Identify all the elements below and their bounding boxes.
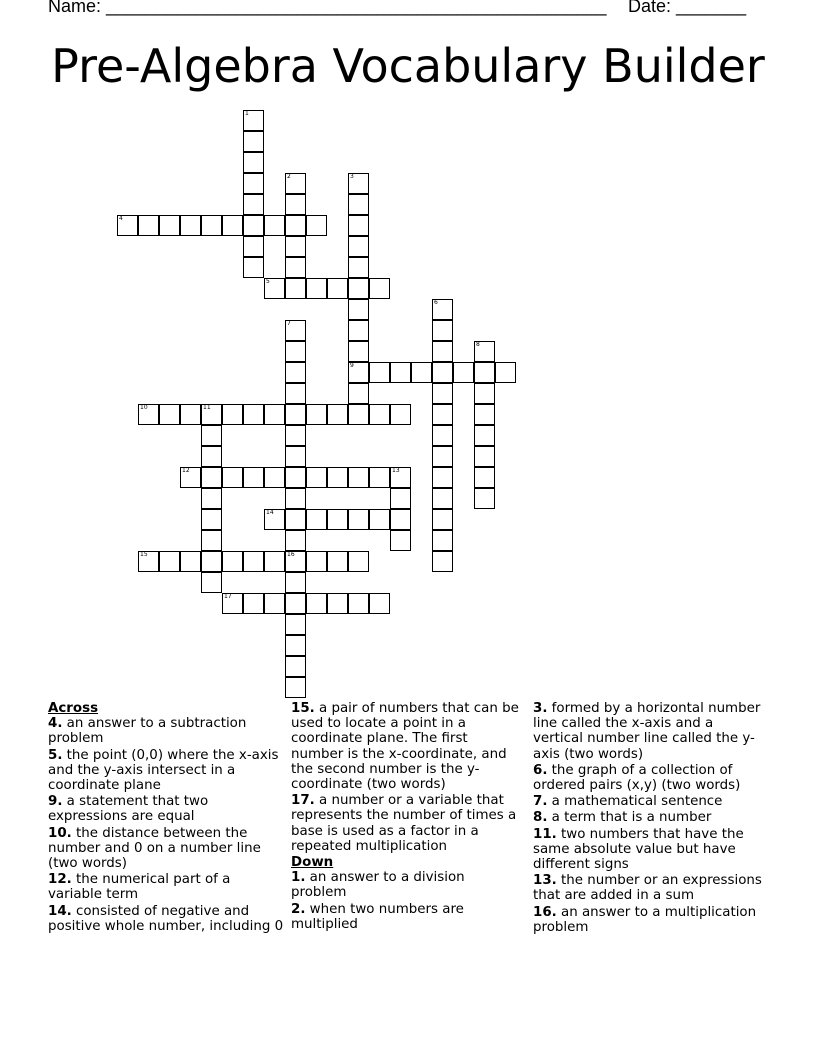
crossword-cell[interactable] — [243, 194, 264, 215]
crossword-cell[interactable] — [243, 152, 264, 173]
cell-number: 13 — [392, 467, 400, 474]
crossword-cell[interactable] — [369, 509, 390, 530]
crossword-cell[interactable] — [432, 467, 453, 488]
clue-across-9: 9. a statement that two expressions are equal — [48, 794, 209, 825]
crossword-cell[interactable] — [159, 551, 180, 572]
crossword-cell[interactable] — [222, 404, 243, 425]
crossword-cell[interactable] — [285, 173, 306, 194]
crossword-cell[interactable] — [285, 362, 306, 383]
crossword-cell[interactable] — [243, 173, 264, 194]
crossword-cell[interactable] — [432, 362, 453, 383]
crossword-cell[interactable] — [285, 341, 306, 362]
crossword-cell[interactable] — [285, 383, 306, 404]
crossword-cell[interactable] — [348, 593, 369, 614]
crossword-cell[interactable] — [327, 551, 348, 572]
crossword-cell[interactable] — [201, 404, 222, 425]
crossword-cell[interactable] — [411, 362, 432, 383]
crossword-cell[interactable] — [348, 404, 369, 425]
crossword-cell[interactable] — [327, 593, 348, 614]
crossword-cell[interactable] — [180, 467, 201, 488]
crossword-cell[interactable] — [201, 215, 222, 236]
crossword-cell[interactable] — [432, 341, 453, 362]
crossword-cell[interactable] — [243, 404, 264, 425]
cell-number: 8 — [476, 341, 480, 348]
clues-column-3 — [533, 701, 765, 936]
crossword-cell[interactable] — [432, 488, 453, 509]
clue-across-14: 14. consisted of negative and positive whole number, including 0 — [48, 903, 284, 934]
crossword-cell[interactable] — [432, 404, 453, 425]
clue-down-7: 7. a mathematical sentence — [533, 794, 723, 810]
crossword-cell[interactable] — [243, 257, 264, 278]
cell-number: 11 — [203, 404, 211, 411]
crossword-cell[interactable] — [348, 383, 369, 404]
crossword-cell[interactable] — [243, 131, 264, 152]
across-heading: Across — [48, 701, 99, 716]
crossword-cell[interactable] — [264, 509, 285, 530]
cell-number: 15 — [140, 551, 148, 558]
crossword-cell[interactable] — [285, 215, 306, 236]
clue-across-12: 12. the numerical part of a variable term — [48, 872, 231, 903]
crossword-cell[interactable] — [306, 215, 327, 236]
crossword-cell[interactable] — [348, 215, 369, 236]
crossword-cell[interactable] — [138, 404, 159, 425]
crossword-cell[interactable] — [285, 593, 306, 614]
crossword-cell[interactable] — [180, 551, 201, 572]
cell-number: 1 — [245, 110, 249, 117]
cell-number: 14 — [266, 509, 274, 516]
crossword-cell[interactable] — [306, 404, 327, 425]
cell-number: 6 — [434, 299, 438, 306]
crossword-cell[interactable] — [264, 215, 285, 236]
crossword-cell[interactable] — [474, 425, 495, 446]
crossword-cell[interactable] — [180, 215, 201, 236]
crossword-cell[interactable] — [348, 341, 369, 362]
crossword-cell[interactable] — [327, 467, 348, 488]
clue-down-2: 2. when two numbers are multiplied — [291, 901, 464, 932]
crossword-cell[interactable] — [285, 467, 306, 488]
crossword-cell[interactable] — [285, 572, 306, 593]
crossword-cell[interactable] — [222, 467, 243, 488]
crossword-cell[interactable] — [474, 362, 495, 383]
cell-number: 10 — [140, 404, 148, 411]
crossword-cell[interactable] — [285, 635, 306, 656]
crossword-cell[interactable] — [348, 509, 369, 530]
crossword-cell[interactable] — [369, 278, 390, 299]
crossword-cell[interactable] — [285, 236, 306, 257]
crossword-cell[interactable] — [474, 383, 495, 404]
clue-across-10: 10. the distance between the number and 0 on a number line (two words) — [48, 825, 261, 872]
crossword-cell[interactable] — [285, 425, 306, 446]
cell-number: 12 — [182, 467, 190, 474]
cell-number: 9 — [350, 362, 354, 369]
crossword-cell[interactable] — [117, 215, 138, 236]
date-label: Date: _______ — [628, 0, 747, 16]
crossword-cell[interactable] — [285, 446, 306, 467]
crossword-cell[interactable] — [285, 530, 306, 551]
crossword-cell[interactable] — [201, 551, 222, 572]
crossword-cell[interactable] — [285, 194, 306, 215]
crossword-cell[interactable] — [243, 110, 264, 131]
crossword-cell[interactable] — [390, 467, 411, 488]
clue-down-1: 1. an answer to a division problem — [291, 870, 465, 901]
crossword-cell[interactable] — [369, 362, 390, 383]
clue-down-3: 3. formed by a horizontal number line called the x-axis and a vertical number line called the y-axis (two words) — [533, 701, 761, 762]
crossword-cell[interactable] — [390, 362, 411, 383]
crossword-cell[interactable] — [390, 530, 411, 551]
clue-across-17: 17. a number or a variable that represents the number of times a base is used as a factor in a repeated multiplication — [291, 793, 517, 854]
crossword-cell[interactable] — [222, 551, 243, 572]
clue-down-6: 6. the graph of a collection of ordered pairs (x,y) (two words) — [533, 762, 741, 794]
crossword-cell[interactable] — [264, 551, 285, 572]
page-title: Pre-Algebra Vocabulary Builder — [51, 39, 765, 93]
crossword-cell[interactable] — [474, 341, 495, 362]
clue-down-11: 11. two numbers that have the same absolute value but have different signs — [533, 826, 744, 873]
crossword-cell[interactable] — [432, 530, 453, 551]
crossword-cell[interactable] — [432, 425, 453, 446]
crossword-cell[interactable] — [432, 446, 453, 467]
crossword-cell[interactable] — [474, 488, 495, 509]
crossword-cell[interactable] — [327, 509, 348, 530]
clues-column-1 — [48, 701, 284, 935]
crossword-cell[interactable] — [348, 173, 369, 194]
crossword-cell[interactable] — [201, 425, 222, 446]
crossword-cell[interactable] — [474, 467, 495, 488]
crossword-cell[interactable] — [453, 362, 474, 383]
crossword-cell[interactable] — [285, 614, 306, 635]
crossword-cell[interactable] — [348, 362, 369, 383]
clue-down-8: 8. a term that is a number — [533, 810, 712, 826]
crossword-cell[interactable] — [243, 593, 264, 614]
crossword-cell[interactable] — [369, 467, 390, 488]
crossword-cell[interactable] — [306, 467, 327, 488]
crossword-cell[interactable] — [201, 446, 222, 467]
crossword-cell[interactable] — [285, 404, 306, 425]
crossword-cell[interactable] — [390, 488, 411, 509]
crossword-cell[interactable] — [306, 509, 327, 530]
crossword-cell[interactable] — [138, 215, 159, 236]
crossword-cell[interactable] — [327, 404, 348, 425]
down-heading: Down — [291, 855, 334, 871]
crossword-cell[interactable] — [348, 320, 369, 341]
cell-number: 7 — [287, 320, 291, 327]
crossword-cell[interactable] — [264, 467, 285, 488]
crossword-cell[interactable] — [285, 320, 306, 341]
clue-down-16: 16. an answer to a multiplication problem — [533, 904, 757, 935]
crossword-cell[interactable] — [348, 299, 369, 320]
crossword-cell[interactable] — [243, 236, 264, 257]
crossword-cell[interactable] — [243, 467, 264, 488]
crossword-cell[interactable] — [159, 215, 180, 236]
crossword-cell[interactable] — [201, 572, 222, 593]
crossword-cell[interactable] — [264, 278, 285, 299]
cell-number: 3 — [350, 173, 354, 180]
clue-across-5: 5. the point (0,0) where the x-axis and the y-axis intersect in a coordinate plane — [48, 747, 279, 794]
crossword-cell[interactable] — [327, 278, 348, 299]
crossword-cell[interactable] — [306, 593, 327, 614]
crossword-cell[interactable] — [243, 551, 264, 572]
crossword-cell[interactable] — [159, 404, 180, 425]
clues-column-2 — [291, 701, 521, 933]
crossword-cell[interactable] — [138, 551, 159, 572]
clue-down-13: 13. the number or an expressions that are added in a sum — [533, 873, 762, 904]
crossword-cell[interactable] — [348, 278, 369, 299]
crossword-cell[interactable] — [432, 509, 453, 530]
crossword-cell[interactable] — [432, 299, 453, 320]
crossword-cell[interactable] — [201, 530, 222, 551]
crossword-cell[interactable] — [201, 509, 222, 530]
crossword-cell[interactable] — [348, 236, 369, 257]
cell-number: 16 — [287, 551, 295, 558]
cell-number: 4 — [119, 215, 123, 222]
crossword-cell[interactable] — [369, 404, 390, 425]
crossword-cell[interactable] — [495, 362, 516, 383]
crossword-cell[interactable] — [285, 509, 306, 530]
crossword-cell[interactable] — [243, 215, 264, 236]
crossword-cell[interactable] — [432, 320, 453, 341]
crossword-cell[interactable] — [201, 467, 222, 488]
crossword-cell[interactable] — [390, 509, 411, 530]
crossword-cell[interactable] — [306, 551, 327, 572]
cell-number: 17 — [224, 593, 232, 600]
crossword-cell[interactable] — [201, 488, 222, 509]
crossword-cell[interactable] — [348, 194, 369, 215]
crossword-cell[interactable] — [285, 677, 306, 698]
name-label: Name: __________________________________________________ — [48, 0, 607, 16]
crossword-cell[interactable] — [474, 446, 495, 467]
crossword-cell[interactable] — [285, 257, 306, 278]
crossword-cell[interactable] — [222, 593, 243, 614]
crossword-cell[interactable] — [348, 257, 369, 278]
cell-number: 5 — [266, 278, 270, 285]
crossword-cell[interactable] — [285, 488, 306, 509]
crossword-cell[interactable] — [285, 551, 306, 572]
crossword-cell[interactable] — [369, 593, 390, 614]
crossword-cell[interactable] — [348, 551, 369, 572]
crossword-cell[interactable] — [285, 278, 306, 299]
crossword-cell[interactable] — [390, 404, 411, 425]
crossword-cell[interactable] — [264, 404, 285, 425]
crossword-cell[interactable] — [432, 383, 453, 404]
cell-number: 2 — [287, 173, 291, 180]
crossword-cell[interactable] — [264, 593, 285, 614]
crossword-cell[interactable] — [348, 467, 369, 488]
crossword-cell[interactable] — [285, 656, 306, 677]
crossword-cell[interactable] — [432, 551, 453, 572]
crossword-cell[interactable] — [222, 215, 243, 236]
crossword-cell[interactable] — [306, 278, 327, 299]
crossword-cell[interactable] — [180, 404, 201, 425]
crossword-cell[interactable] — [474, 404, 495, 425]
clue-across-4: 4. an answer to a subtraction problem — [48, 716, 247, 747]
clue-across-15: 15. a pair of numbers that can be used to locate a point in a coordinate plane. The first number is the x-coordinate, and the second number is the y-coordinate (two words) — [291, 701, 519, 793]
